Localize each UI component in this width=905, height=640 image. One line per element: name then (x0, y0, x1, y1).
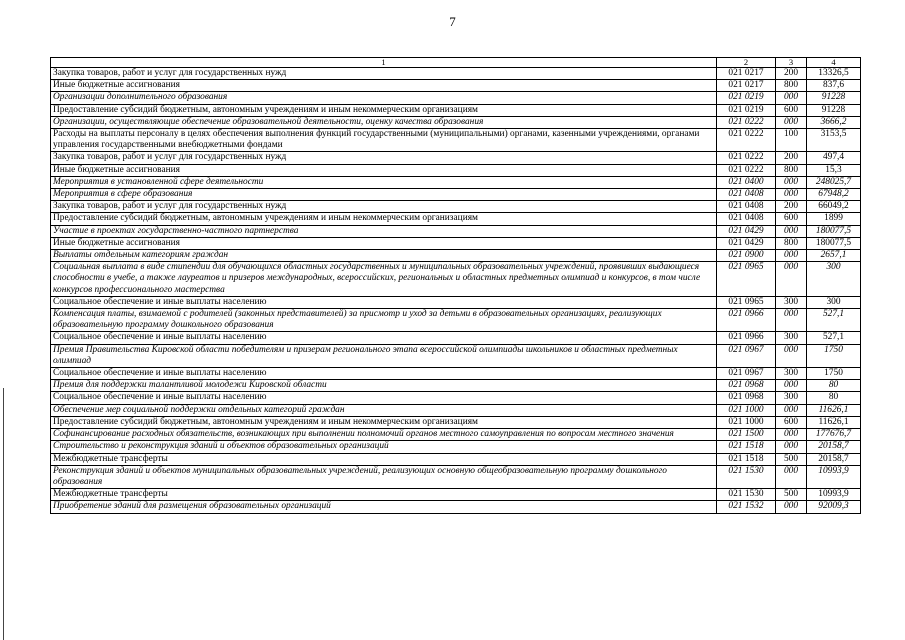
row-sum-cell: 1750 (807, 344, 861, 367)
table-row (51, 116, 861, 128)
row-name-cell: Предоставление субсидий бюджетным, автономным учреждениям и иным некоммерческим организациям (51, 213, 717, 225)
row-name-cell: Премия Правительства Кировской области победителям и призерам регионального этапа всероссийской олимпиады школьников и областных предметных олимпиад (51, 344, 717, 367)
row-code-cell: 021 0219 (717, 92, 776, 104)
row-name-cell: Мероприятия в сфере образования (51, 189, 717, 201)
row-code-cell: 021 0966 (717, 332, 776, 344)
row-type-cell: 200 (776, 68, 807, 80)
row-code-cell: 021 0967 (717, 344, 776, 367)
table-row (51, 380, 861, 392)
row-code-cell: 021 0222 (717, 116, 776, 128)
row-sum-cell: 1899 (807, 213, 861, 225)
budget-table (50, 57, 861, 514)
row-sum-cell: 248025,7 (807, 176, 861, 188)
row-type-cell: 300 (776, 296, 807, 308)
row-type-cell: 500 (776, 489, 807, 501)
row-code-cell: 021 0429 (717, 237, 776, 249)
row-name-cell: Иные бюджетные ассигнования (51, 164, 717, 176)
row-code-cell: 021 0408 (717, 201, 776, 213)
row-name-cell: Межбюджетные трансферты (51, 453, 717, 465)
row-code-cell: 021 0967 (717, 368, 776, 380)
row-type-cell: 000 (776, 225, 807, 237)
table-row (51, 296, 861, 308)
row-type-cell: 000 (776, 262, 807, 297)
row-name-cell: Иные бюджетные ассигнования (51, 237, 717, 249)
row-type-cell: 000 (776, 441, 807, 453)
row-type-cell: 200 (776, 152, 807, 164)
row-sum-cell: 10993,9 (807, 465, 861, 488)
row-type-cell: 600 (776, 104, 807, 116)
row-name-cell: Закупка товаров, работ и услуг для государственных нужд (51, 152, 717, 164)
table-row (51, 213, 861, 225)
row-name-cell: Социальное обеспечение и иные выплаты населению (51, 296, 717, 308)
row-code-cell: 021 0222 (717, 152, 776, 164)
row-sum-cell: 300 (807, 296, 861, 308)
table-row (51, 332, 861, 344)
header-col-3: 3 (776, 58, 807, 68)
row-name-cell: Компенсация платы, взимаемой с родителей (законных представителей) за присмотр и уход за детьми в образовательных организациях, реализующих образовательную программу дошкольного образования (51, 309, 717, 332)
row-sum-cell: 11626,1 (807, 404, 861, 416)
row-sum-cell: 2657,1 (807, 250, 861, 262)
row-type-cell: 000 (776, 92, 807, 104)
row-sum-cell: 180077,5 (807, 237, 861, 249)
row-name-cell: Иные бюджетные ассигнования (51, 80, 717, 92)
row-code-cell: 021 0217 (717, 68, 776, 80)
row-type-cell: 000 (776, 116, 807, 128)
row-code-cell: 021 1000 (717, 404, 776, 416)
table-row (51, 189, 861, 201)
row-code-cell: 021 0400 (717, 176, 776, 188)
row-type-cell: 000 (776, 250, 807, 262)
row-sum-cell: 3153,5 (807, 129, 861, 152)
row-type-cell: 300 (776, 392, 807, 404)
table-row (51, 489, 861, 501)
row-code-cell: 021 0408 (717, 189, 776, 201)
row-type-cell: 100 (776, 129, 807, 152)
row-sum-cell: 180077,5 (807, 225, 861, 237)
page-number: 7 (449, 14, 456, 29)
row-name-cell: Межбюджетные трансферты (51, 489, 717, 501)
row-name-cell: Участие в проектах государственно-частного партнерства (51, 225, 717, 237)
table-row (51, 501, 861, 513)
row-name-cell: Расходы на выплаты персоналу в целях обеспечения выполнения функций государственными (муниципальными) органами, казенными учреждениями, органами управления государственными внебюджетными фондами (51, 129, 717, 152)
row-sum-cell: 91228 (807, 92, 861, 104)
row-type-cell: 000 (776, 176, 807, 188)
table-row (51, 262, 861, 297)
row-type-cell: 800 (776, 237, 807, 249)
row-sum-cell: 10993,9 (807, 489, 861, 501)
row-sum-cell: 497,4 (807, 152, 861, 164)
row-sum-cell: 67948,2 (807, 189, 861, 201)
row-name-cell: Реконструкция зданий и объектов муниципальных образовательных учреждений, реализующих основную общеобразовательную программу дошкольного образования (51, 465, 717, 488)
row-sum-cell: 66049,2 (807, 201, 861, 213)
row-code-cell: 021 0222 (717, 129, 776, 152)
row-sum-cell: 80 (807, 380, 861, 392)
table-row (51, 92, 861, 104)
row-sum-cell: 837,6 (807, 80, 861, 92)
row-code-cell: 021 1500 (717, 429, 776, 441)
table-row (51, 176, 861, 188)
table-row (51, 104, 861, 116)
table-row (51, 465, 861, 488)
row-type-cell: 600 (776, 416, 807, 428)
row-name-cell: Премия для поддержки талантливой молодежи Кировской области (51, 380, 717, 392)
row-sum-cell: 15,3 (807, 164, 861, 176)
row-name-cell: Организации дополнительного образования (51, 92, 717, 104)
row-type-cell: 800 (776, 80, 807, 92)
row-name-cell: Закупка товаров, работ и услуг для государственных нужд (51, 68, 717, 80)
row-sum-cell: 11626,1 (807, 416, 861, 428)
row-name-cell: Социальная выплата в виде стипендии для обучающихся областных государственных и муниципальных образовательных учреждений, проявивших выдающиеся способности в учебе, а также лауреатов и призеров международных, всероссийских, региональных и областных предметных олимпиад и конкурсов, в том числе конкурсов профессионального мастерства (51, 262, 717, 297)
row-type-cell: 000 (776, 404, 807, 416)
header-col-1: 1 (51, 58, 717, 68)
row-code-cell: 021 0966 (717, 309, 776, 332)
table-row (51, 129, 861, 152)
row-name-cell: Организации, осуществляющие обеспечение образовательной деятельности, оценку качества образования (51, 116, 717, 128)
row-name-cell: Предоставление субсидий бюджетным, автономным учреждениям и иным некоммерческим организациям (51, 104, 717, 116)
table-row (51, 368, 861, 380)
table-row (51, 344, 861, 367)
table-row (51, 309, 861, 332)
row-sum-cell: 20158,7 (807, 453, 861, 465)
row-type-cell: 000 (776, 309, 807, 332)
table-row (51, 453, 861, 465)
row-name-cell: Социальное обеспечение и иные выплаты населению (51, 332, 717, 344)
row-name-cell: Выплаты отдельным категориям граждан (51, 250, 717, 262)
left-margin-rule (3, 388, 4, 640)
row-code-cell: 021 0900 (717, 250, 776, 262)
row-sum-cell: 3666,2 (807, 116, 861, 128)
row-code-cell: 021 0965 (717, 262, 776, 297)
row-name-cell: Строительство и реконструкция зданий и объектов образовательных организаций (51, 441, 717, 453)
row-code-cell: 021 0217 (717, 80, 776, 92)
table-row (51, 152, 861, 164)
table-header-row (51, 58, 861, 68)
row-name-cell: Закупка товаров, работ и услуг для государственных нужд (51, 201, 717, 213)
row-type-cell: 300 (776, 368, 807, 380)
row-code-cell: 021 0965 (717, 296, 776, 308)
row-sum-cell: 527,1 (807, 309, 861, 332)
row-code-cell: 021 1530 (717, 489, 776, 501)
row-type-cell: 000 (776, 380, 807, 392)
table-row (51, 201, 861, 213)
table-row (51, 392, 861, 404)
header-col-4: 4 (807, 58, 861, 68)
table-row (51, 441, 861, 453)
row-code-cell: 021 1530 (717, 465, 776, 488)
table-row (51, 237, 861, 249)
row-name-cell: Приобретение зданий для размещения образовательных организаций (51, 501, 717, 513)
row-type-cell: 000 (776, 344, 807, 367)
row-type-cell: 300 (776, 332, 807, 344)
table-row (51, 68, 861, 80)
header-col-2: 2 (717, 58, 776, 68)
table-row (51, 250, 861, 262)
row-sum-cell: 91228 (807, 104, 861, 116)
row-code-cell: 021 1518 (717, 453, 776, 465)
table-row (51, 429, 861, 441)
row-name-cell: Социальное обеспечение и иные выплаты населению (51, 368, 717, 380)
row-sum-cell: 177676,7 (807, 429, 861, 441)
row-type-cell: 600 (776, 213, 807, 225)
row-type-cell: 000 (776, 189, 807, 201)
row-sum-cell: 20158,7 (807, 441, 861, 453)
row-code-cell: 021 0429 (717, 225, 776, 237)
row-type-cell: 500 (776, 453, 807, 465)
row-code-cell: 021 1518 (717, 441, 776, 453)
row-code-cell: 021 0968 (717, 380, 776, 392)
row-type-cell: 800 (776, 164, 807, 176)
table-row (51, 80, 861, 92)
row-code-cell: 021 0219 (717, 104, 776, 116)
row-code-cell: 021 0968 (717, 392, 776, 404)
row-code-cell: 021 1000 (717, 416, 776, 428)
row-sum-cell: 92009,3 (807, 501, 861, 513)
row-name-cell: Социальное обеспечение и иные выплаты населению (51, 392, 717, 404)
row-code-cell: 021 0222 (717, 164, 776, 176)
row-type-cell: 200 (776, 201, 807, 213)
table-row (51, 416, 861, 428)
row-name-cell: Софинансирование расходных обязательств, возникающих при выполнении полномочий органов местного самоуправления по вопросам местного значения (51, 429, 717, 441)
row-sum-cell: 527,1 (807, 332, 861, 344)
row-sum-cell: 13326,5 (807, 68, 861, 80)
row-sum-cell: 1750 (807, 368, 861, 380)
table-row (51, 164, 861, 176)
row-sum-cell: 300 (807, 262, 861, 297)
row-type-cell: 000 (776, 501, 807, 513)
row-type-cell: 000 (776, 465, 807, 488)
row-name-cell: Предоставление субсидий бюджетным, автономным учреждениям и иным некоммерческим организациям (51, 416, 717, 428)
row-code-cell: 021 1532 (717, 501, 776, 513)
table-row (51, 225, 861, 237)
row-name-cell: Обеспечение мер социальной поддержки отдельных категорий граждан (51, 404, 717, 416)
row-name-cell: Мероприятия в установленной сфере деятельности (51, 176, 717, 188)
table-row (51, 404, 861, 416)
row-sum-cell: 80 (807, 392, 861, 404)
row-code-cell: 021 0408 (717, 213, 776, 225)
row-type-cell: 000 (776, 429, 807, 441)
